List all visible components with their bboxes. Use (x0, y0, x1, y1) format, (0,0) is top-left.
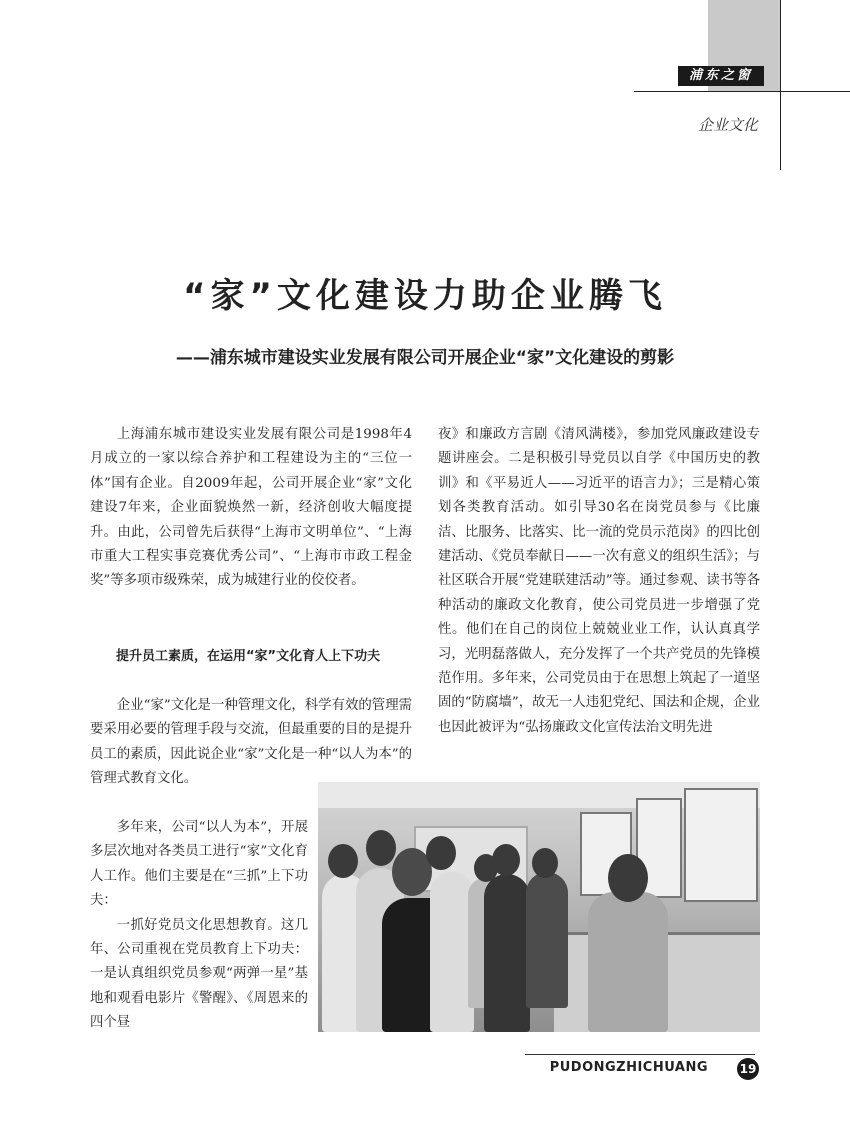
article-subtitle: ——浦东城市建设实业发展有限公司开展企业“家”文化建设的剪影 (175, 348, 675, 368)
photo-person (526, 872, 568, 1008)
body-column-narrow (90, 816, 308, 1036)
paragraph-3: 一抓好党员文化思想教育。这几年、公司重视在党员教育上下功夫：一是认真组织党员参观“两弹一星”基地和观看电影片《警醒》、《周恩来的四个昼 (90, 917, 308, 1031)
paragraph-1: 企业“家”文化是一种管理文化，科学有效的管理需要采用必要的管理手段与交流，但最重要的目的是提升员工的素质，因此说企业“家”文化是一种“以人为本”的管理式教育文化。 (90, 698, 412, 787)
photo-person (484, 874, 530, 1032)
intro-paragraph: 上海浦东城市建设实业发展有限公司是1998年4月成立的一家以综合养护和工程建设为主的“三位一体”国有企业。自2009年起，公司开展企业“家”文化建设7年来，企业面貌焕然一新，经济创收大幅度提升。由此，公司曾先后获得“上海市文明单位”、“上海市重大工程实事竞赛优秀公司”、“上海市市政工程金奖”等多项市级殊荣，成为城建行业的佼佼者。 (90, 427, 412, 589)
paragraph-right: 夜》和廉政方言剧《清风满楼》，参加党风廉政建设专题讲座会。二是积极引导党员以自学《中国历史的教训》和《平易近人——习近平的语言力》；三是精心策划各类教育活动。如引导30名在岗党员参与《比廉洁、比服务、比落实、比一流的党员示范岗》的四比创建活动、《党员奉献日——一次有意义的组织生活》；与社区联合开展“党建联建活动”等。通过参观、读书等各种活动的廉政文化教育，使公司党员进一步增强了党性。他们在自己的岗位上兢兢业业工作，认认真真学习，光明磊落做人，充分发挥了一个共产党员的先锋模范作用。多年来，公司党员由于在思想上筑起了一道坚固的“防腐墙”，故无一人违犯党纪、国法和企规，企业也因此被评为“弘扬廉政文化宣传法治文明先进 (438, 427, 760, 735)
body-column-left (90, 694, 412, 792)
article-title: “家”文化建设力助企业腾飞 (183, 276, 667, 316)
body-column-right (438, 423, 760, 740)
photo-person-head (532, 848, 558, 878)
magazine-name: PUDONGZHICHUANG (549, 1060, 708, 1075)
photo-person-head (426, 836, 456, 870)
brand-badge: 浦东之窗 (678, 66, 764, 86)
photo-person-head (328, 844, 358, 878)
footer-rule (525, 1054, 755, 1055)
photo-person-head (366, 830, 396, 866)
header-vertical-rule (780, 0, 781, 170)
paragraph-2: 多年来，公司“以人为本”，开展多层次地对各类员工进行“家”文化育人工作。他们主要是在“三抓”上下功夫： (90, 820, 308, 909)
section-heading: 提升员工素质，在运用“家”文化育人上下功夫 (116, 649, 381, 664)
photo-person (588, 892, 668, 1032)
exhibition-photo (318, 782, 760, 1032)
photo-person-head (492, 844, 520, 876)
section-label: 企业文化 (697, 116, 758, 134)
photo-frame (684, 788, 758, 902)
page-number: 19 (737, 1058, 759, 1080)
header-divider (634, 91, 850, 92)
intro-column (90, 423, 412, 594)
photo-person-head (608, 854, 648, 902)
